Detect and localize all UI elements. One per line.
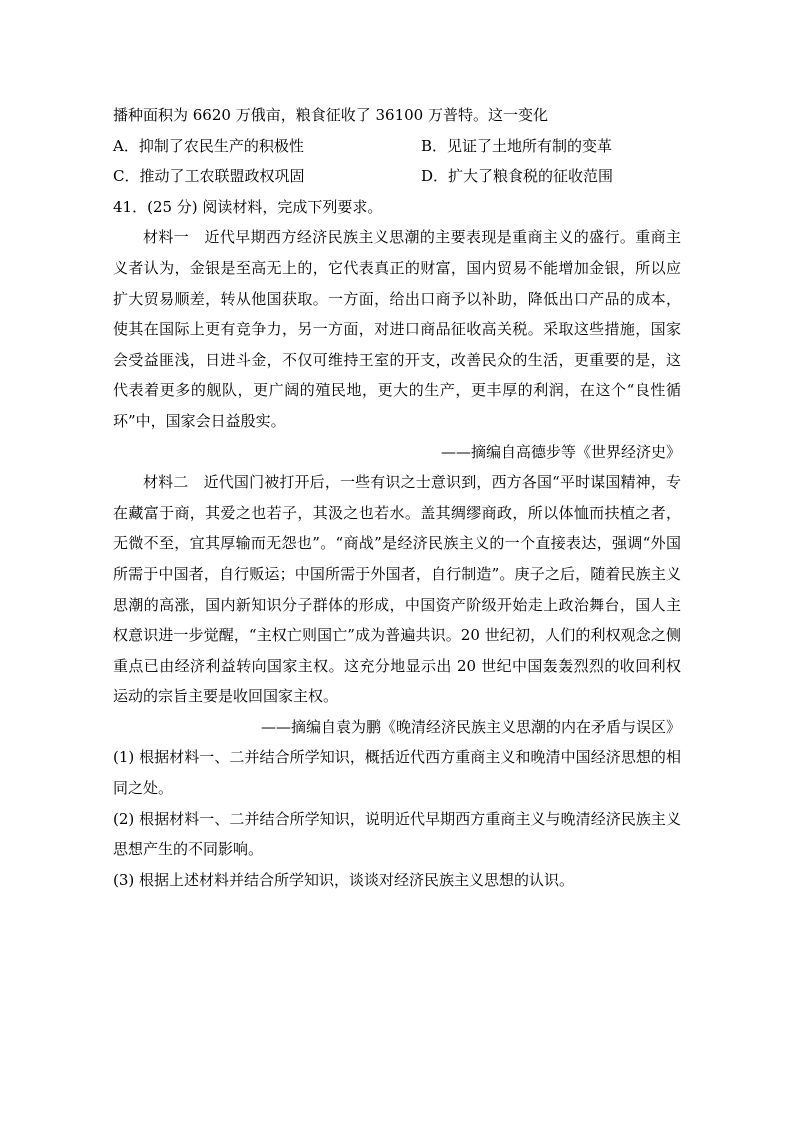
- material-2-source: ——摘编自袁为鹏《晚清经济民族主义思潮的内在矛盾与误区》: [260, 717, 681, 736]
- material-1-text: 材料一 近代早期西方经济民族主义思潮的主要表现是重商主义的盛行。重商主义者认为，金银是至高无上的，它代表真正的财富，国内贸易不能增加金银，所以应扩大贸易顺差，转从他国获取。一方面，给出口商予以补助，降低出口产品的成本，使其在国际上更有竞争力，另一方面，对进口商品征收高关税。采取这些措施，国家会受益匪浅，日进斗金，不仅可维持王室的开支，改善民众的生活，更重要的是，这代表着更多的舰队，更广阔的殖民地，更大的生产，更丰厚的利润，在这个“良性循环”中，国家会日益殷实。: [113, 228, 681, 430]
- option-c: C．推动了工农联盟政权巩固: [113, 167, 305, 186]
- task-1: (1) 根据材料一、二并结合所学知识，概括近代西方重商主义和晚清中国经济思想的相同之处。: [113, 748, 681, 798]
- material-2-text: 材料二 近代国门被打开后，一些有识之士意识到，西方各国“平时谋国精神，专在藏富于商，其爱之也若子，其汲之也若水。盖其绸缪商政，所以体恤而扶植之者，无微不至，宜其厚输而无怨也”。“商战”是经济民族主义的一个直接表达，强调“外国所需于中国者，自行贩运；中国所需于外国者，自行制造”。庚子之后，随着民族主义思潮的高涨，国内新知识分子群体的形成，中国资产阶级开始走上政治舞台，国人主权意识进一步觉醒，“主权亡则国亡”成为普遍共识。20 世纪初，人们的利权观念之侧重点已由经济利益转向国家主权。这充分地显示出 20 世纪中国轰轰烈烈的收回利权运动的宗旨主要是收回国家主权。: [113, 473, 681, 706]
- option-a: A．抑制了农民生产的积极性: [113, 136, 304, 155]
- task-3: (3) 根据上述材料并结合所学知识，谈谈对经济民族主义思想的认识。: [113, 870, 575, 889]
- question-41-heading: 41．(25 分) 阅读材料，完成下列要求。: [113, 197, 383, 216]
- question-stem-tail: 播种面积为 6620 万俄亩，粮食征收了 36100 万普特。这一变化: [113, 106, 548, 124]
- options-row-1: [113, 131, 681, 162]
- options-row-2: [113, 161, 681, 192]
- task-2: (2) 根据材料一、二并结合所学知识，说明近代早期西方重商主义与晚清经济民族主义思想产生的不同影响。: [113, 809, 681, 859]
- material-1-source: ——摘编自高德步等《世界经济史》: [440, 442, 681, 461]
- document-page: [113, 100, 681, 895]
- option-b: B．见证了土地所有制的变革: [421, 136, 613, 155]
- option-d: D．扩大了粮食税的征收范围: [421, 167, 614, 186]
